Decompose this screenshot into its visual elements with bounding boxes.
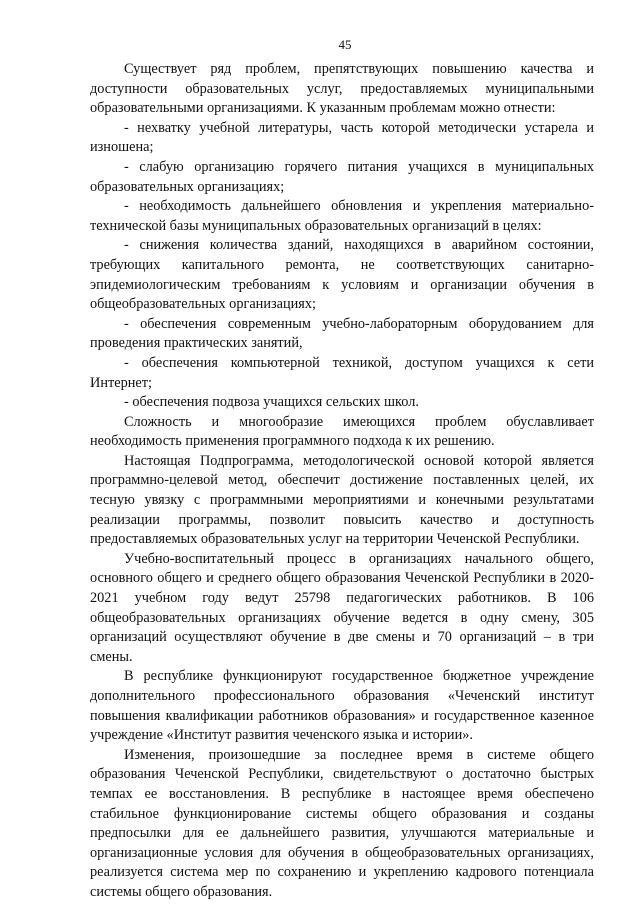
list-item: - обеспечения подвоза учащихся сельских школ. xyxy=(124,394,419,411)
paragraph: Изменения, произошедшие за последнее время в системе общего образования Чеченской Республики, свидетельствуют о достаточно быстрых темпах ее восстановления. В республике в настоящее время обеспечено стабильное функционирование системы общего образования и созданы предпосылки для ее дальнейшего развития, улучшаются материальные и организационные условия для обучения в общеобразовательных организациях, реализуется система мер по сохранению и укреплению кадрового потенциала системы общего образования. xyxy=(90,746,594,900)
list-item: - обеспечения современным учебно-лабораторным оборудованием для проведения практических занятий, xyxy=(90,315,594,352)
list-item: - обеспечения компьютерной техникой, доступом учащихся к сети Интернет; xyxy=(90,354,594,391)
paragraph: Учебно-воспитательный процесс в организациях начального общего, основного общего и среднего общего образования Чеченской Республики в 2020-2021 учебном году ведут 25798 педагогических работников. В 106 общеобразовательных организациях обучение ведется в одну смену, 305 организаций осуществляют обучение в две смены и 70 организаций – в три смены. xyxy=(90,550,594,665)
document-body xyxy=(90,60,594,903)
paragraph: В республике функционируют государственное бюджетное учреждение дополнительного профессионального образования «Чеченский институт повышения квалификации работников образования» и государственное казенное учреждение «Институт развития чеченского языка и истории». xyxy=(90,668,594,744)
paragraph: Настоящая Подпрограмма, методологической основой которой является программно-целевой метод, обеспечит достижение поставленных целей, их тесную увязку с программными мероприятиями и конечными результатами реализации программы, позволит повысить качество и доступность предоставляемых образовательных услуг на территории Чеченской Республики. xyxy=(90,452,594,548)
list-item: - нехватку учебной литературы, часть которой методически устарела и изношена; xyxy=(90,119,594,156)
paragraph: Сложность и многообразие имеющихся проблем обуславливает необходимость применения программного подхода к их решению. xyxy=(90,413,594,450)
paragraph: Существует ряд проблем, препятствующих повышению качества и доступности образовательных услуг, предоставляемых муниципальными образовательными организациями. К указанным проблемам можно отнести: xyxy=(90,61,594,117)
list-item: - необходимость дальнейшего обновления и укрепления материально-технической базы муниципальных образовательных организаций в целях: xyxy=(90,198,594,234)
page-number: 45 xyxy=(338,37,352,52)
list-item: - снижения количества зданий, находящихся в аварийном состоянии, требующих капитального ремонта, не соответствующих санитарно-эпидемиологическим требованиям к условиям и организации обучения в общеобразовательных организациях; xyxy=(90,237,594,313)
list-item: - слабую организацию горячего питания учащихся в муниципальных образовательных организациях; xyxy=(90,158,594,195)
